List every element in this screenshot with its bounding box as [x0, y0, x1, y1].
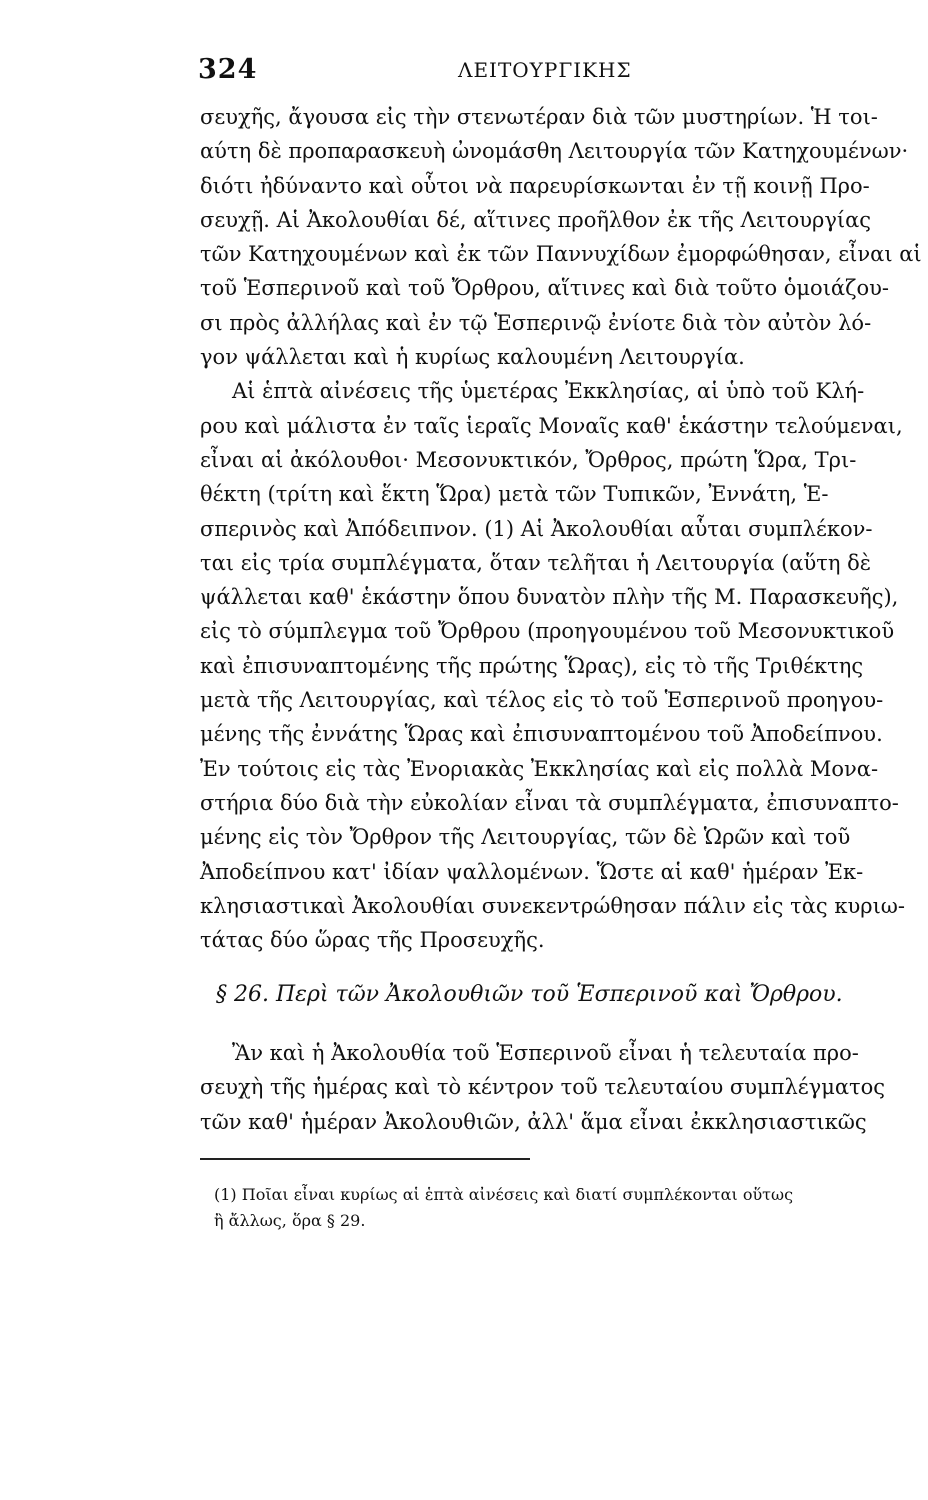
text-line: Ἐν τούτοις εἰς τὰς Ἐνοριακὰς Ἐκκλησίας καὶ εἰς πολλὰ Μονα- [200, 756, 879, 781]
text-line: σπερινὸς καὶ Ἀπόδειπνον. (1) Αἱ Ἀκολουθίαι αὗται συμπλέκον- [200, 516, 873, 541]
text-line: μένης τῆς ἐννάτης Ὥρας καὶ ἐπισυναπτομένου τοῦ Ἀποδείπνου. [200, 722, 883, 747]
text-line: μετὰ τῆς Λειτουργίας, καὶ τέλος εἰς τὸ τοῦ Ἑσπερινοῦ προηγου- [200, 688, 884, 713]
text-line: ρου καὶ μάλιστα ἐν ταῖς ἱεραῖς Μοναῖς καθ' ἑκάστην τελούμεναι, [200, 413, 903, 438]
section-heading: § 26. Περὶ τῶν Ἀκολουθιῶν τοῦ Ἑσπερινοῦ καὶ Ὄρθρου. [216, 982, 843, 1007]
text-line: τοῦ Ἑσπερινοῦ καὶ τοῦ Ὄρθρου, αἵτινες καὶ διὰ τοῦτο ὁμοιάζου- [200, 276, 890, 301]
text-line: εἶναι αἱ ἀκόλουθοι· Μεσονυκτικόν, Ὄρθρος, πρώτη Ὥρα, Τρι- [200, 447, 857, 472]
text-line: μένης εἰς τὸν Ὄρθρον τῆς Λειτουργίας, τῶν δὲ Ὡρῶν καὶ τοῦ [200, 825, 851, 850]
text-line: αύτη δὲ προπαρασκευὴ ὠνομάσθη Λειτουργία τῶν Κατηχουμένων· [200, 139, 909, 164]
page-header [198, 48, 848, 88]
text-line: κλησιαστικαὶ Ἀκολουθίαι συνεκεντρώθησαν πάλιν εἰς τὰς κυριω- [200, 893, 906, 918]
section-text [200, 1036, 886, 1139]
text-line: στήρια δύο διὰ τὴν εὐκολίαν εἶναι τὰ συμπλέγματα, ἐπισυναπτο- [200, 790, 899, 815]
text-line: θέκτη (τρίτη καὶ ἕκτη Ὥρα) μετὰ τῶν Τυπικῶν, Ἐννάτη, Ἑ- [200, 482, 829, 507]
text-line: τάτας δύο ὥρας τῆς Προσευχῆς. [200, 928, 545, 953]
text-line: Ἀποδείπνου κατ' ἰδίαν ψαλλομένων. Ὥστε αἱ καθ' ἡμέραν Ἐκ- [200, 859, 864, 884]
text-line: σι πρὸς ἀλλήλας καὶ ἐν τῷ Ἑσπερινῷ ἐνίοτε διὰ τὸν αὐτὸν λό- [200, 310, 872, 335]
page-number: 324 [198, 54, 258, 85]
text-line: καὶ ἐπισυναπτομένης τῆς πρώτης Ὥρας), εἰς τὸ τῆς Τριθέκτης [200, 653, 864, 678]
footnote-line: (1) Ποῖαι εἶναι κυρίως αἱ ἑπτὰ αἰνέσεις καὶ διατί συμπλέκονται οὕτως [214, 1185, 794, 1204]
text-line: σευχὴ τῆς ἡμέρας καὶ τὸ κέντρον τοῦ τελευταίου συμπλέγματος [200, 1075, 886, 1100]
text-line: ται εἰς τρία συμπλέγματα, ὅταν τελῆται ἡ Λειτουργία (αὕτη δὲ [200, 550, 872, 575]
footnote [214, 1182, 844, 1234]
text-line: διότι ἠδύναντο καὶ οὗτοι νὰ παρευρίσκωνται ἐν τῇ κοινῇ Προ- [200, 173, 870, 198]
text-line: σευχῇ. Αἱ Ἀκολουθίαι δέ, αἵτινες προῆλθον ἐκ τῆς Λειτουργίας [200, 207, 872, 232]
text-line: τῶν καθ' ἡμέραν Ἀκολουθιῶν, ἀλλ' ἅμα εἶναι ἐκκλησιαστικῶς [200, 1109, 867, 1134]
text-line: Αἱ ἑπτὰ αἰνέσεις τῆς ὑμετέρας Ἐκκλησίας, αἱ ὑπὸ τοῦ Κλή- [232, 379, 865, 404]
footnote-line: ἢ ἄλλως, ὅρα § 29. [214, 1211, 366, 1230]
text-line: εἰς τὸ σύμπλεγμα τοῦ Ὄρθρου (προηγουμένου τοῦ Μεσονυκτικοῦ [200, 619, 895, 644]
text-line: σευχῆς, ἄγουσα εἰς τὴν στενωτέραν διὰ τῶν μυστηρίων. Ἡ τοι- [200, 105, 878, 129]
text-line: Ἂν καὶ ἡ Ἀκολουθία τοῦ Ἑσπερινοῦ εἶναι ἡ τελευταία προ- [232, 1041, 859, 1065]
main-text [200, 100, 922, 957]
text-line: τῶν Κατηχουμένων καὶ ἐκ τῶν Παννυχίδων ἐμορφώθησαν, εἶναι αἱ [200, 242, 922, 267]
text-line: ψάλλεται καθ' ἑκάστην ὅπου δυνατὸν πλὴν τῆς Μ. Παρασκευῆς), [200, 585, 899, 610]
footnote-divider [200, 1158, 530, 1160]
running-head: ΛΕΙΤΟΥΡΓΙΚΗΣ [458, 58, 632, 82]
text-line: γον ψάλλεται καὶ ἡ κυρίως καλουμένη Λειτουργία. [200, 345, 745, 370]
